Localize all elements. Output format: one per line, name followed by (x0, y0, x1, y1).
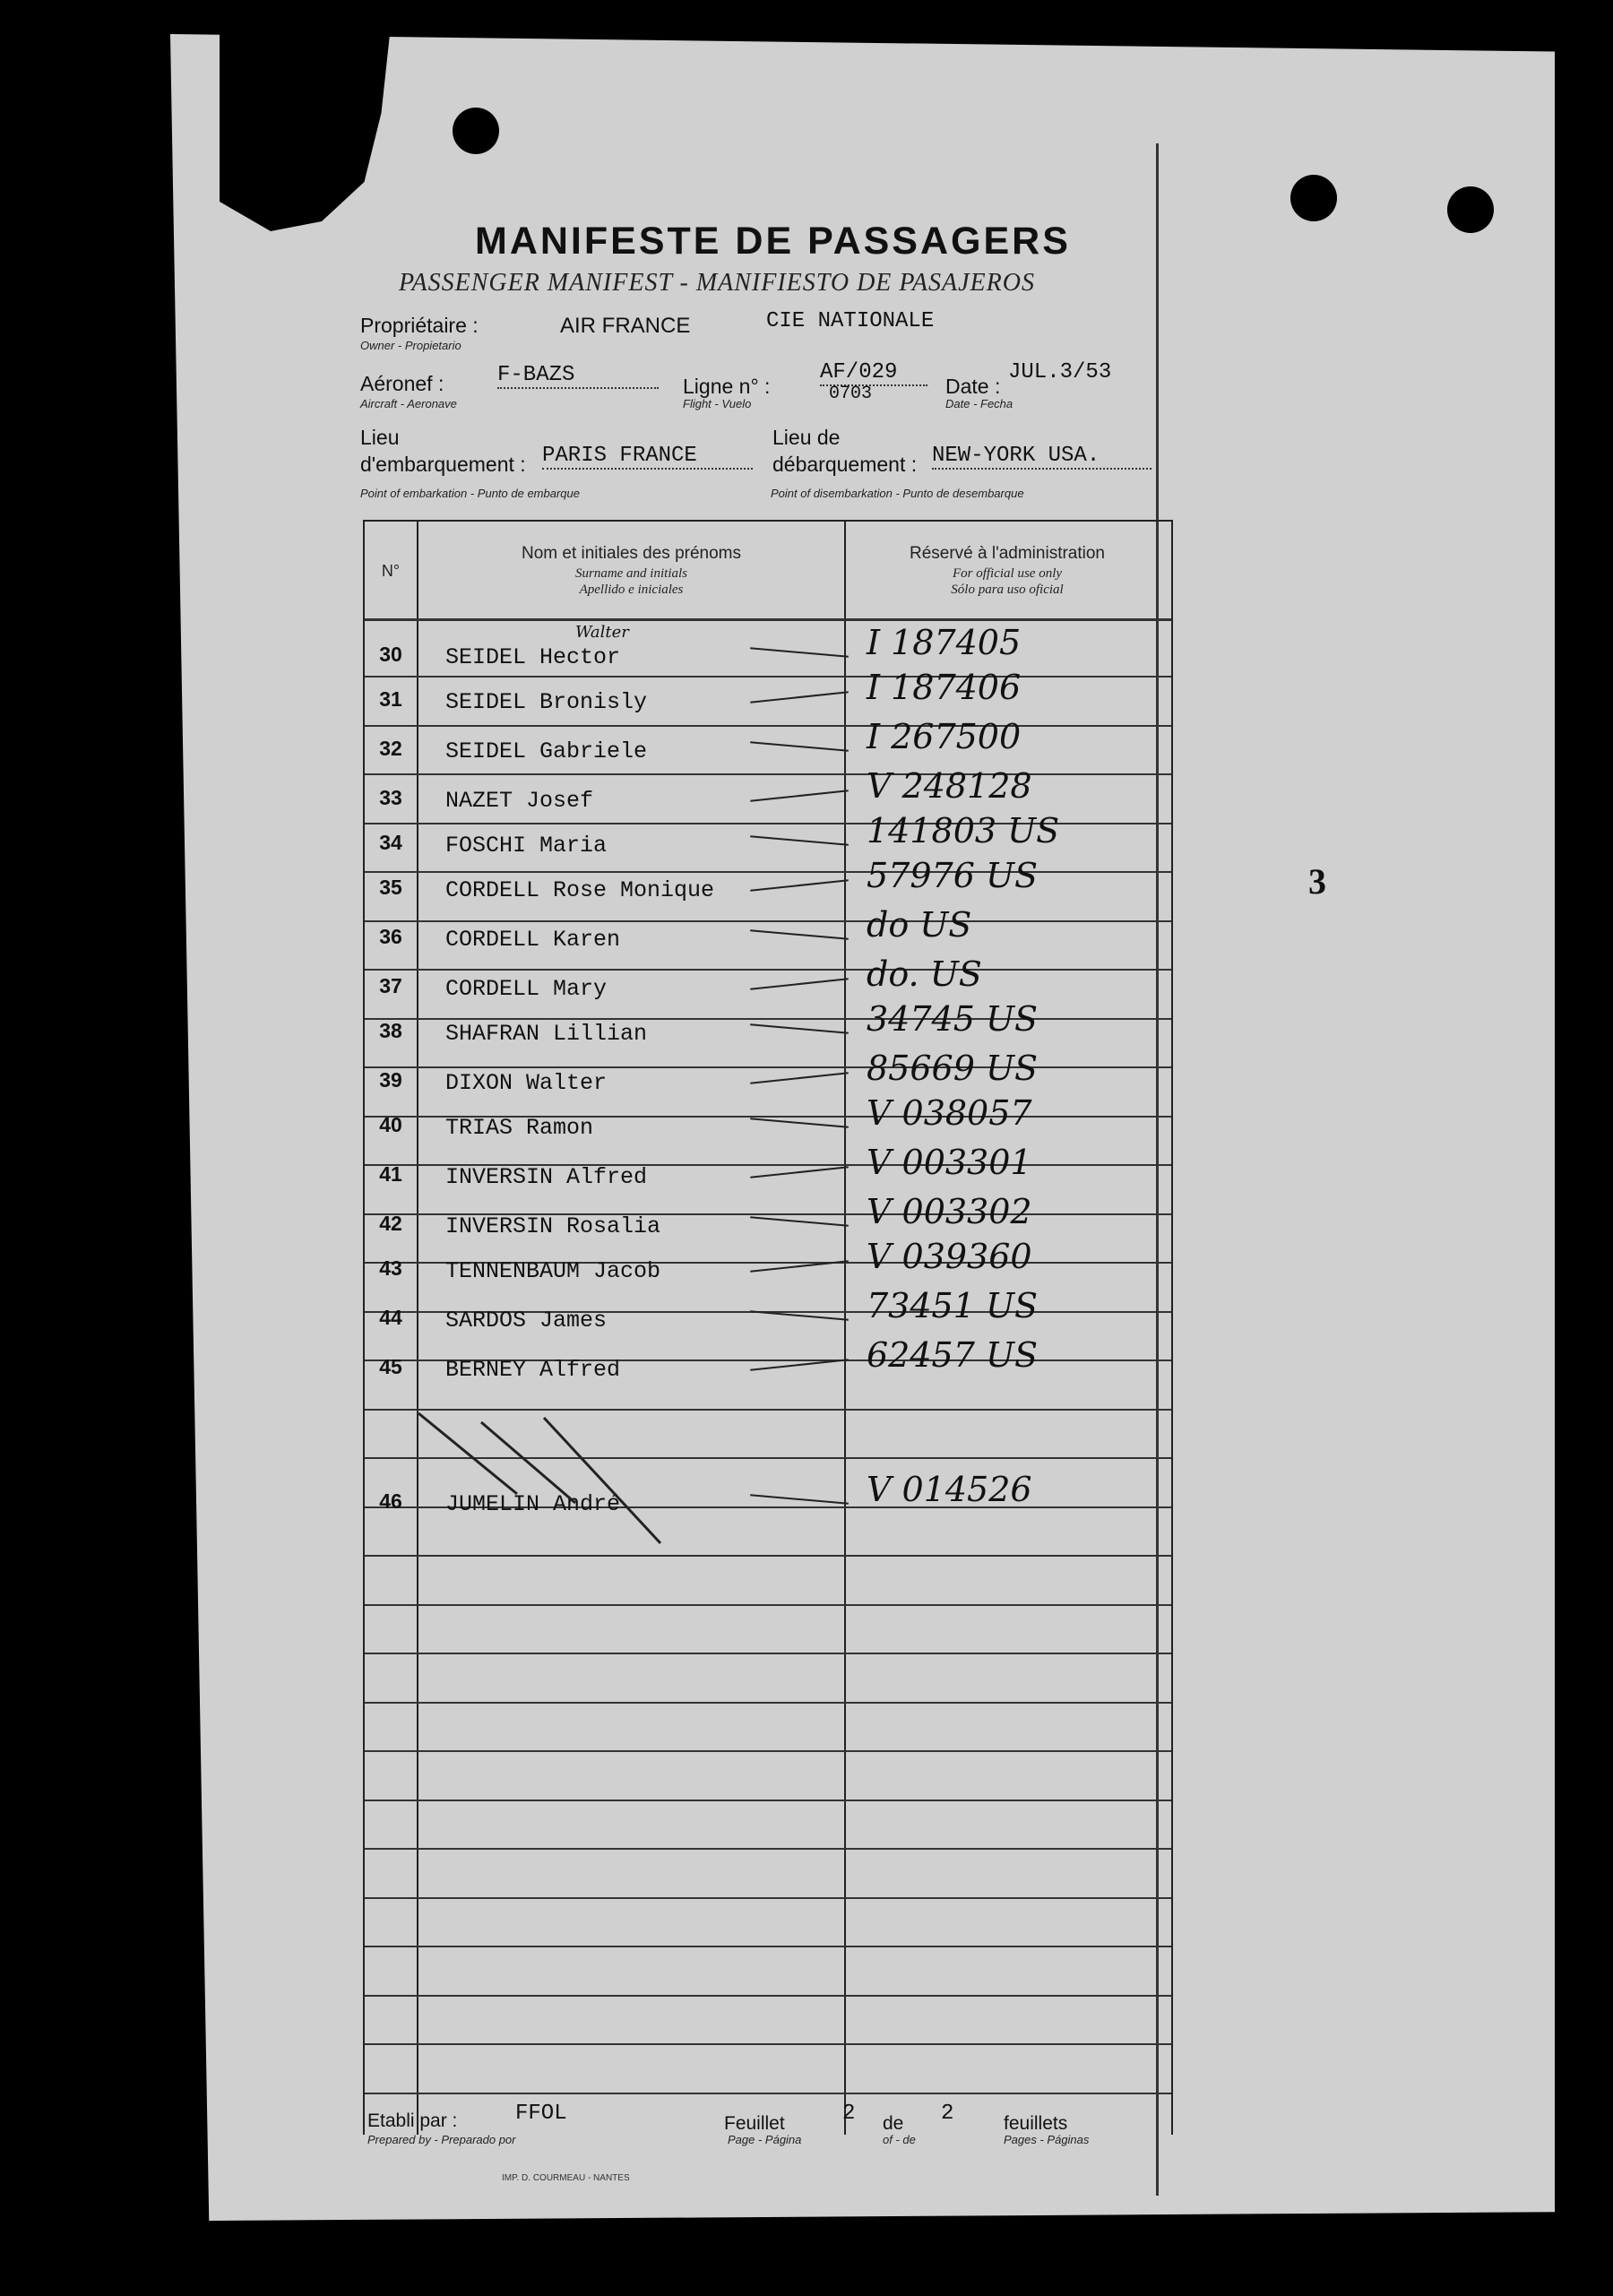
table-rule (365, 1653, 1171, 1654)
header-admin: Réservé à l'administration (910, 544, 1105, 563)
official-entry: I 267500 (867, 717, 1022, 756)
page-title: MANIFESTE DE PASSAGERS (475, 220, 1071, 263)
header-admin-sub1: For official use only (952, 566, 1063, 581)
official-entry: V 003302 (867, 1192, 1032, 1231)
row-number: 32 (379, 737, 402, 760)
check-mark (750, 741, 849, 752)
passenger-name: CORDELL Mary (445, 976, 608, 1002)
aircraft-value: F-BAZS (497, 363, 659, 389)
table-rule (365, 2043, 1171, 2045)
official-entry: V 014526 (867, 1470, 1032, 1509)
official-entry: I 187405 (867, 623, 1022, 662)
prepared-label: Etabli par : (367, 2110, 458, 2131)
official-entry: V 248128 (867, 766, 1032, 806)
official-entry: V 039360 (867, 1237, 1032, 1276)
row-number: 38 (379, 1019, 402, 1042)
disembark-sublabel: Point of disembarkation - Punto de desembarque (771, 487, 1024, 500)
sheet-sublabel: Page - Página (728, 2133, 802, 2146)
passenger-name: INVERSIN Rosalia (445, 1213, 661, 1239)
row-number: 41 (379, 1162, 402, 1186)
official-entry: V 003301 (867, 1143, 1032, 1182)
flight-sublabel: Flight - Vuelo (683, 397, 752, 410)
row-number: 46 (379, 1489, 402, 1513)
page-subtitle: PASSENGER MANIFEST - MANIFIESTO DE PASAJEROS (399, 269, 1035, 297)
disembark-label-2: débarquement : (772, 453, 918, 476)
official-entry: 141803 US (867, 811, 1060, 850)
table-rule (365, 1995, 1171, 1997)
table-rule (365, 773, 1171, 775)
row-number: 42 (379, 1212, 402, 1235)
passenger-name: JUMELIN André (445, 1491, 621, 1517)
passenger-name: NAZET Josef (445, 788, 594, 814)
row-number: 39 (379, 1068, 402, 1092)
row-number: 43 (379, 1256, 402, 1280)
row-number: 31 (379, 687, 402, 711)
prepared-sublabel: Prepared by - Preparado por (367, 2133, 516, 2146)
disembark-label-1: Lieu de (772, 426, 841, 449)
official-entry: I 187406 (867, 668, 1022, 707)
passenger-name: SARDOS James (445, 1308, 608, 1334)
passenger-name: SHAFRAN Lillian (445, 1021, 648, 1047)
row-number: 36 (379, 925, 402, 948)
owner-value: AIR FRANCE (560, 314, 691, 338)
page-number: 3 (1308, 861, 1326, 902)
owner-sublabel: Owner - Propietario (360, 339, 461, 352)
row-number: 37 (379, 974, 402, 997)
passenger-table (363, 520, 1173, 2135)
row-number: 34 (379, 831, 402, 854)
table-rule (365, 676, 1171, 678)
check-mark (750, 1072, 849, 1083)
official-entry: do US (867, 905, 972, 945)
handwritten-correction: Walter (575, 623, 629, 642)
check-mark (750, 647, 849, 658)
table-rule (365, 1604, 1171, 1606)
check-mark (750, 1118, 849, 1128)
flight-value-2: 0703 (829, 384, 873, 404)
header-name-sub1: Surname and initials (574, 566, 687, 581)
punch-hole (1290, 175, 1337, 221)
passenger-name: TENNENBAUM Jacob (445, 1258, 661, 1284)
sheet-value: 2 (842, 2102, 856, 2126)
flight-value: AF/029 (820, 360, 927, 386)
date-value: JUL.3/53 (1008, 360, 1112, 384)
of-label: de (883, 2113, 904, 2134)
check-mark (750, 691, 849, 703)
table-rule (365, 1018, 1171, 1020)
passenger-name: SEIDEL Hector (445, 644, 621, 670)
header-admin-sub2: Sólo para uso oficial (951, 583, 1064, 597)
table-rule (365, 1946, 1171, 1947)
prepared-value: FFOL (515, 2102, 567, 2126)
passenger-name: SEIDEL Bronisly (445, 689, 648, 715)
table-rule (365, 1750, 1171, 1752)
embark-sublabel: Point of embarkation - Punto de embarque (360, 487, 580, 500)
official-entry: 62457 US (867, 1335, 1039, 1375)
punch-hole (453, 108, 499, 154)
official-entry: V 038057 (867, 1093, 1032, 1133)
row-number: 44 (379, 1306, 402, 1329)
date-sublabel: Date - Fecha (945, 397, 1014, 410)
owner-extra: CIE NATIONALE (766, 309, 935, 333)
table-rule (365, 1848, 1171, 1850)
punch-hole (1447, 186, 1494, 233)
check-mark (750, 835, 849, 846)
passenger-name: FOSCHI Maria (445, 833, 608, 859)
passenger-name: BERNEY Alfred (445, 1357, 621, 1383)
table-rule (365, 1066, 1171, 1068)
passenger-name: DIXON Walter (445, 1070, 608, 1096)
printer-imprint: IMP. D. COURMEAU - NANTES (502, 2173, 630, 2183)
date-label: Date : (945, 375, 1001, 398)
check-mark (750, 790, 849, 801)
disembark-value: NEW-YORK USA. (932, 444, 1152, 470)
passenger-name: SEIDEL Gabriele (445, 738, 648, 764)
check-mark (750, 879, 849, 891)
check-mark (750, 1494, 849, 1505)
header-name: Nom et initiales des prénoms (522, 544, 741, 563)
check-mark (750, 978, 849, 989)
table-rule (365, 1702, 1171, 1704)
sheets-label: feuillets (1004, 2113, 1068, 2134)
aircraft-label: Aéronef : (360, 372, 444, 395)
official-entry: 85669 US (867, 1049, 1039, 1088)
row-number: 40 (379, 1113, 402, 1136)
table-rule (365, 2093, 1171, 2094)
check-mark (750, 1023, 849, 1034)
row-number: 33 (379, 786, 402, 809)
passenger-name: INVERSIN Alfred (445, 1164, 648, 1190)
check-mark (750, 1166, 849, 1178)
passenger-name: CORDELL Karen (445, 927, 621, 953)
table-rule (365, 871, 1171, 873)
official-entry: do. US (867, 954, 982, 994)
aircraft-sublabel: Aircraft - Aeronave (360, 397, 457, 410)
table-rule (365, 1800, 1171, 1801)
header-number: N° (381, 562, 401, 580)
total-sheets-value: 2 (941, 2102, 954, 2126)
check-mark (750, 929, 849, 940)
table-rule (365, 920, 1171, 922)
official-entry: 57976 US (867, 856, 1039, 895)
embark-label-2: d'embarquement : (360, 453, 526, 476)
table-rule (365, 725, 1171, 727)
official-entry: 34745 US (867, 999, 1039, 1039)
flight-label: Ligne n° : (683, 375, 771, 398)
sheet-label: Feuillet (724, 2113, 785, 2134)
table-rule (365, 1897, 1171, 1899)
blank-rows-strike (401, 1404, 687, 1566)
of-sublabel: of - de (883, 2133, 916, 2146)
passenger-name: CORDELL Rose Monique (445, 877, 715, 903)
embark-value: PARIS FRANCE (542, 444, 753, 470)
header-name-sub2: Apellido e iniciales (579, 583, 684, 597)
passenger-name: TRIAS Ramon (445, 1115, 594, 1141)
row-number: 45 (379, 1355, 402, 1378)
sheets-sublabel: Pages - Páginas (1004, 2133, 1090, 2146)
row-number: 30 (379, 643, 402, 666)
check-mark (750, 1216, 849, 1227)
owner-label: Propriétaire : (360, 314, 479, 337)
embark-label-1: Lieu (360, 426, 400, 449)
official-entry: 73451 US (867, 1286, 1039, 1325)
row-number: 35 (379, 876, 402, 899)
table-rule (365, 969, 1171, 971)
